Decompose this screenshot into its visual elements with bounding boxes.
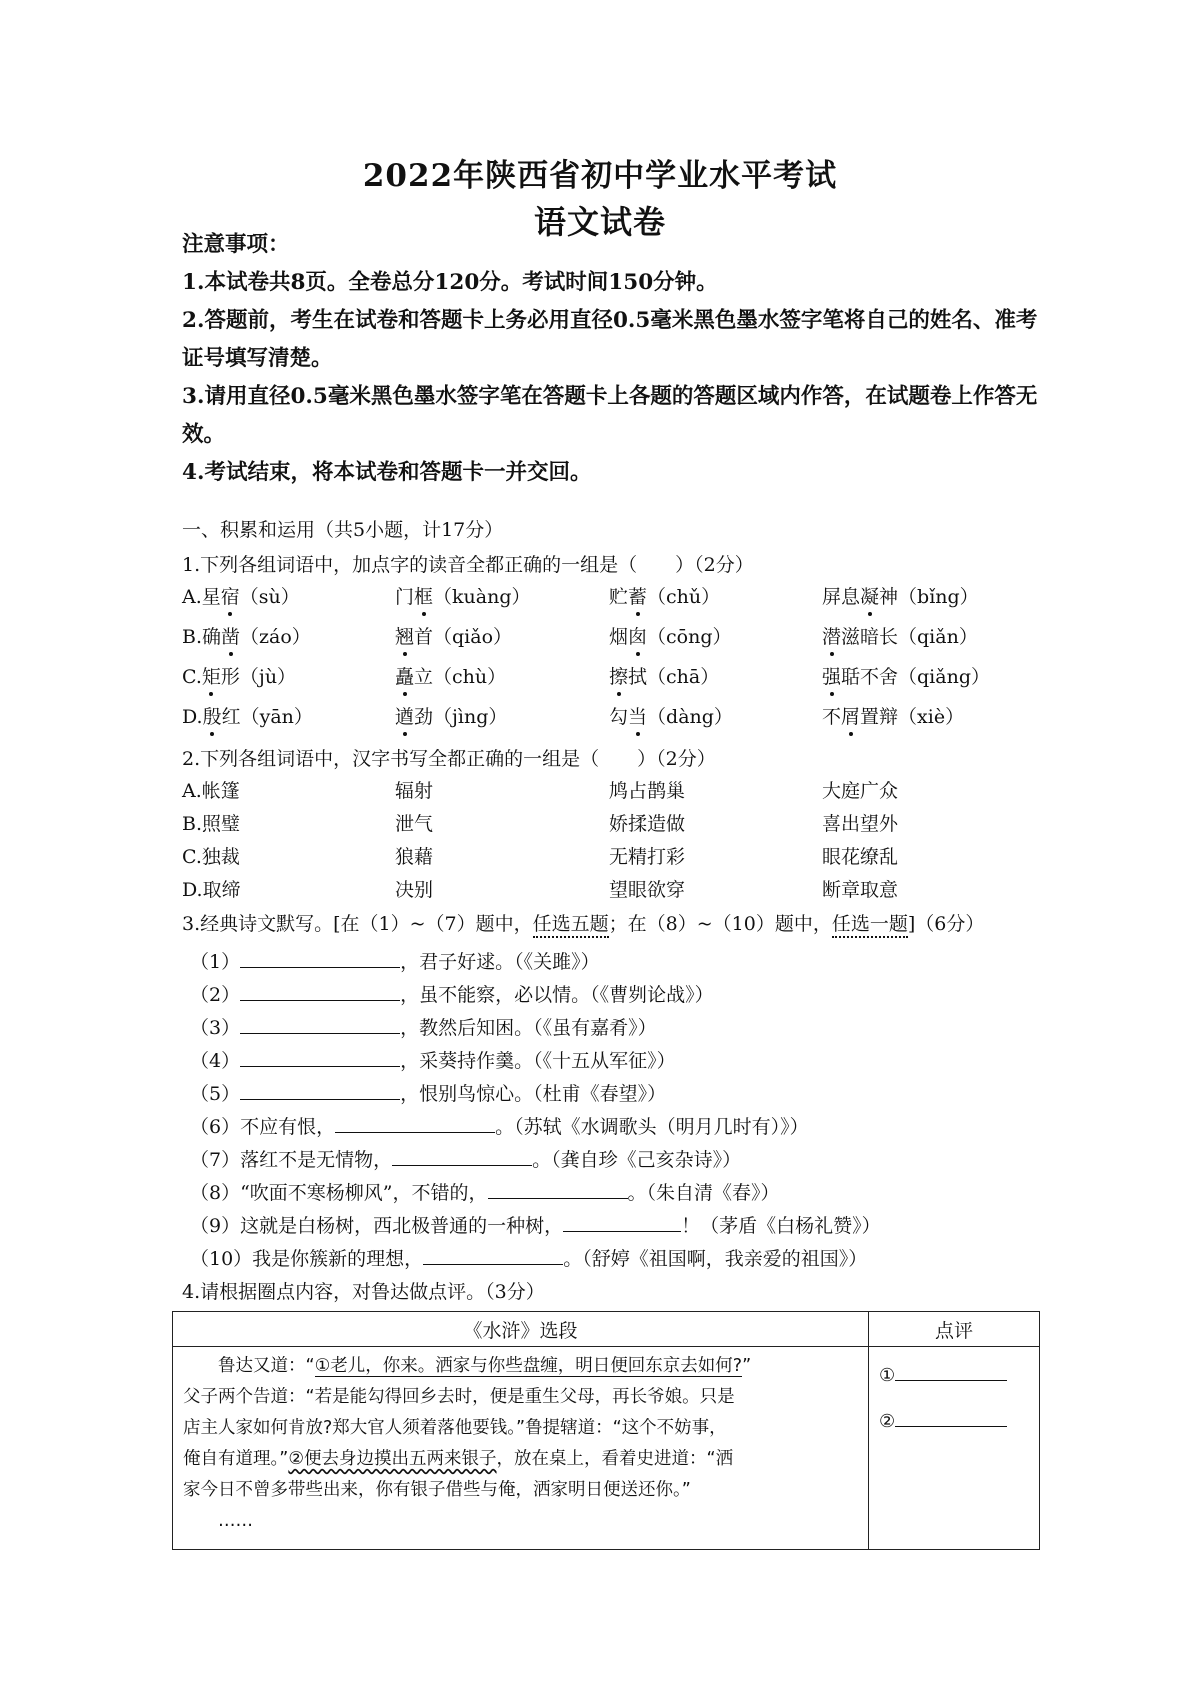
option-item: C.独裁 (182, 846, 240, 868)
question-4-table (172, 1311, 1040, 1550)
option-item: 鸠占鹊巢 (609, 780, 686, 802)
recitation-line-7: （7）落红不是无情物， 。（龚自珍《己亥杂诗》） (190, 1145, 881, 1178)
passage-text (173, 1347, 869, 1550)
option-item: 辐射 (395, 780, 434, 802)
recitation-line-4: （4） ，采葵持作羹。（《十五从军征》） (190, 1046, 881, 1079)
option-row-d (182, 702, 1042, 742)
option-item: 断章取意 (822, 879, 899, 901)
option-row-b (182, 809, 1042, 842)
option-item: C.矩形（jù） (182, 662, 296, 689)
answer-blank[interactable] (335, 1112, 495, 1133)
recitation-line-9: （9）这就是白杨树，西北极普通的一种树， ！（茅盾《白杨礼赞》） (190, 1211, 881, 1244)
exam-subtitle: 语文试卷 (533, 203, 666, 241)
question-3-lines (190, 947, 881, 1277)
option-item: 狼藉 (395, 846, 434, 868)
option-item: 矗立（chù） (395, 662, 506, 689)
wavy-underlined-phrase: ②便去身边摸出五两来银子 (288, 1449, 497, 1469)
option-item: 望眼欲穿 (609, 879, 686, 901)
passage-line: 鲁达又道：“①老儿，你来。洒家与你些盘缠，明日便回东京去如何?” (218, 1356, 752, 1376)
option-item: 强聒不舍（qiǎng） (822, 662, 990, 689)
recitation-line-8: （8）“吹面不寒杨柳风”，不错的， 。（朱自清《春》） (190, 1178, 881, 1211)
question-3-stem: 3.经典诗文默写。[在（1）~（7）题中，任选五题；在（8）~（10）题中，任选一题]（6分） (182, 909, 984, 936)
comment-line-2: ② (879, 1399, 1029, 1445)
option-item: 潜滋暗长（qiǎn） (822, 622, 978, 649)
option-item: D.殷红（yān） (182, 702, 313, 729)
answer-blank[interactable] (895, 1408, 1007, 1427)
answer-blank[interactable] (488, 1178, 628, 1199)
recitation-line-2: （2） ，虽不能察，必以情。（《曹刿论战》） (190, 980, 881, 1013)
option-item: 翘首（qiǎo） (395, 622, 512, 649)
option-item: B.确凿（záo） (182, 622, 311, 649)
option-row-c (182, 662, 1042, 702)
question-4-stem: 4.请根据圈点内容，对鲁达做点评。（3分） (182, 1281, 545, 1303)
answer-blank[interactable] (392, 1145, 532, 1166)
recitation-line-6: （6）不应有恨， 。（苏轼《水调歌头（明月几时有）》） (190, 1112, 881, 1145)
question-1-options (182, 582, 1042, 742)
answer-blank[interactable] (240, 1079, 400, 1100)
notice-heading: 注意事项： (182, 232, 290, 257)
comment-cell (869, 1347, 1040, 1550)
option-item: A.帐篷 (182, 780, 240, 802)
option-row-c (182, 842, 1042, 875)
option-item: 喜出望外 (822, 813, 899, 835)
notice-item-4: 4.考试结束，将本试卷和答题卡一并交回。 (182, 460, 592, 485)
table-header-passage: 《水浒》选段 (173, 1312, 869, 1347)
option-item: 泄气 (395, 813, 434, 835)
option-item: 门框（kuàng） (395, 582, 531, 609)
answer-blank[interactable] (563, 1211, 681, 1232)
option-item: 贮蓄（chǔ） (609, 582, 720, 609)
recitation-line-10: （10）我是你簇新的理想， 。（舒婷《祖国啊，我亲爱的祖国》） (190, 1244, 881, 1277)
notice-item-3: 3.请用直径0.5毫米黑色墨水签字笔在答题卡上各题的答题区域内作答，在试题卷上作答无效。 (182, 384, 1038, 447)
section-heading: 一、积累和运用（共5小题，计17分） (182, 519, 504, 541)
option-row-d (182, 875, 1042, 908)
question-2-options (182, 776, 1042, 908)
recitation-line-3: （3） ，教然后知困。（《虽有嘉肴》） (190, 1013, 881, 1046)
option-item: 无精打彩 (609, 846, 686, 868)
comment-line-1: ① (879, 1353, 1029, 1399)
option-item: 决别 (395, 879, 434, 901)
answer-blank[interactable] (423, 1244, 563, 1265)
option-row-a (182, 582, 1042, 622)
option-item: B.照璧 (182, 813, 241, 835)
notice-item-2: 2.答题前，考生在试卷和答题卡上务必用直径0.5毫米黑色墨水签字笔将自己的姓名、准考证号填写清楚。 (182, 308, 1038, 371)
answer-blank[interactable] (240, 1013, 400, 1034)
option-item: 大庭广众 (822, 780, 899, 802)
answer-blank[interactable] (240, 947, 400, 968)
option-item: 屏息凝神（bǐng） (822, 582, 979, 609)
option-row-b (182, 622, 1042, 662)
option-item: 娇揉造做 (609, 813, 686, 835)
exam-title: 2022年陕西省初中学业水平考试 (362, 158, 838, 194)
option-item: A.星宿（sù） (182, 582, 300, 609)
option-item: 烟囱（cōng） (609, 622, 732, 649)
passage-ellipsis: …… (218, 1511, 253, 1531)
answer-blank[interactable] (895, 1362, 1007, 1381)
passage-line: 店主人家如何肯放?郑大官人须着落他要钱。”鲁提辖道：“这个不妨事， (183, 1418, 727, 1438)
option-item: 擦拭（chā） (609, 662, 719, 689)
notice-item-1: 1.本试卷共8页。全卷总分120分。考试时间150分钟。 (182, 270, 718, 295)
question-2-stem: 2.下列各组词语中，汉字书写全都正确的一组是（ ）（2分） (182, 748, 716, 770)
passage-line: 俺自有道理。”②便去身边摸出五两来银子，放在桌上，看着史进道：“洒 (183, 1449, 734, 1469)
table-header-comment: 点评 (869, 1312, 1040, 1347)
option-item: D.取缔 (182, 879, 241, 901)
option-row-a (182, 776, 1042, 809)
option-item: 勾当（dàng） (609, 702, 733, 729)
recitation-line-5: （5） ，恨别鸟惊心。（杜甫《春望》） (190, 1079, 881, 1112)
passage-line: 家今日不曾多带些出来，你有银子借些与俺，洒家明日便送还你。” (183, 1480, 691, 1500)
recitation-line-1: （1） ，君子好逑。（《关雎》） (190, 947, 881, 980)
answer-blank[interactable] (240, 980, 400, 1001)
option-item: 眼花缭乱 (822, 846, 899, 868)
passage-line: 父子两个告道：“若是能勾得回乡去时，便是重生父母，再长爷娘。只是 (183, 1387, 735, 1407)
answer-blank[interactable] (240, 1046, 400, 1067)
question-1-stem: 1.下列各组词语中，加点字的读音全都正确的一组是（ ）（2分） (182, 554, 754, 576)
option-item: 不屑置辩（xiè） (822, 702, 964, 729)
underlined-phrase: ①老儿，你来。洒家与你些盘缠，明日便回东京去如何? (314, 1356, 743, 1376)
option-item: 遒劲（jìng） (395, 702, 507, 729)
notice-block (182, 226, 1042, 492)
